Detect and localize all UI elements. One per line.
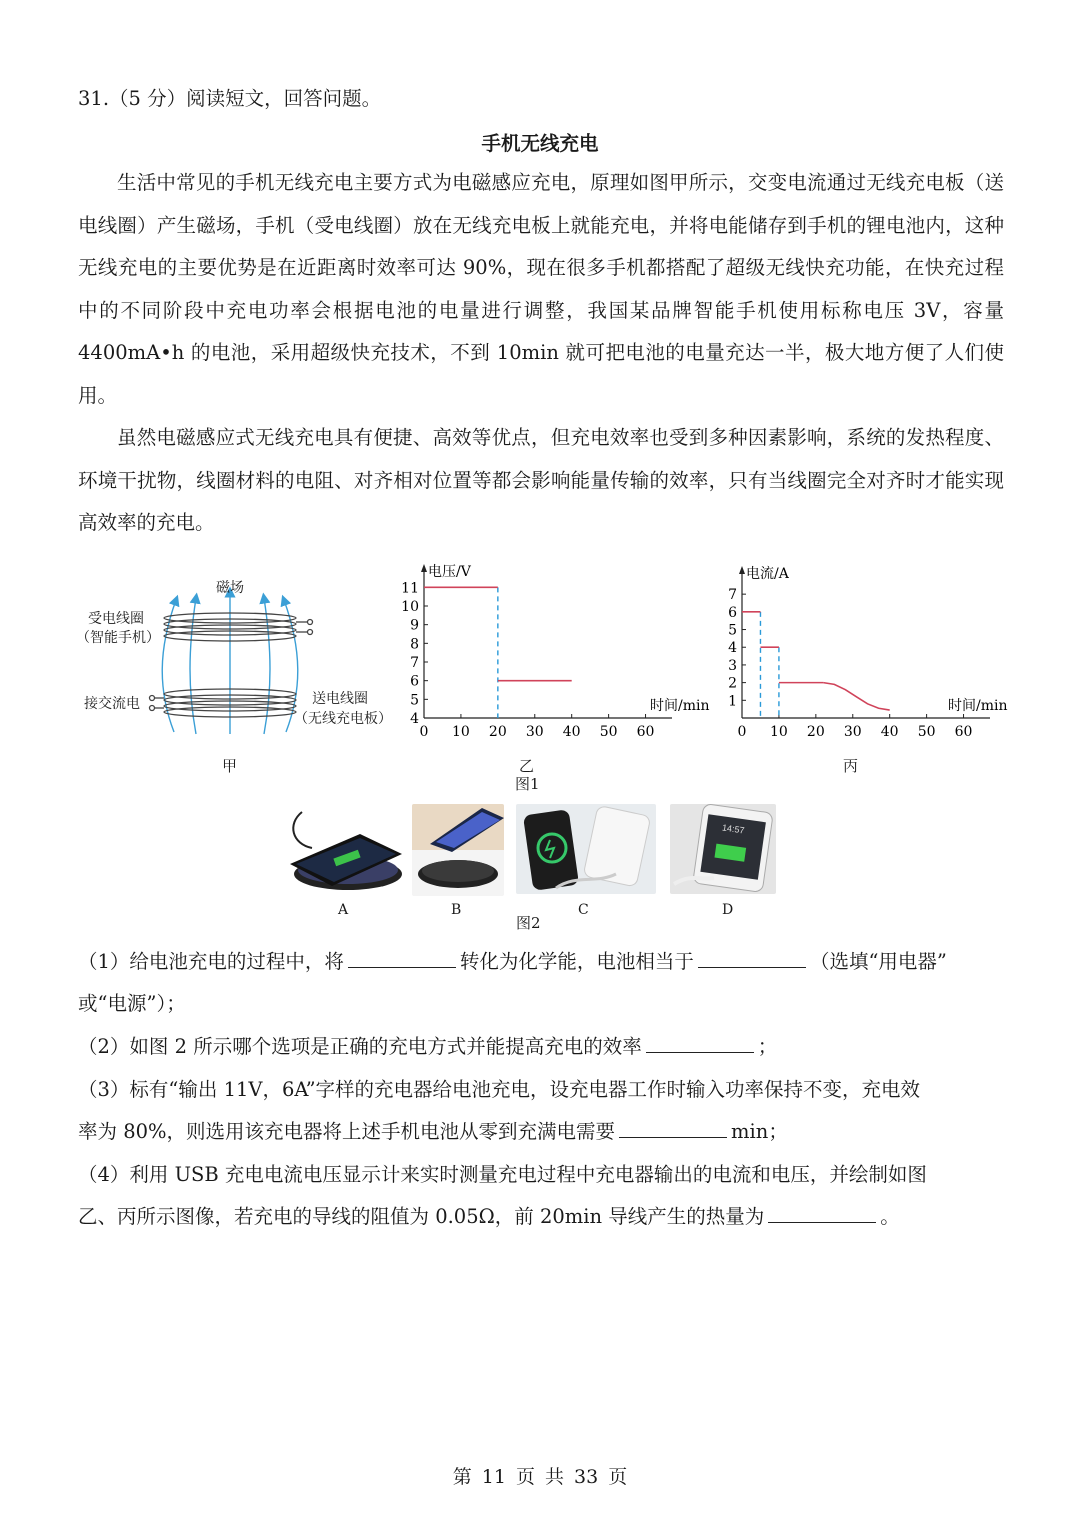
q4-line1: （4）利用 USB 充电电流电压显示计来实时测量充电过程中充电器输出的电流和电压，并绘制如图: [78, 1163, 927, 1186]
send-coil-label: 送电线圈: [312, 691, 368, 707]
x-tick-label: 40: [880, 724, 899, 740]
paragraph-1: 生活中常见的手机无线充电主要方式为电磁感应充电，原理如图甲所示，交变电流通过无线充电板（送电线圈）产生磁场，手机（受电线圈）放在无线充电板上就能充电，并将电能储存到手机的锂电池内，这种无线充电的主要优势是在近距离时效率可达 90%，现在很多手机都搭配了超级无线快充功能，在快充过程中的不同阶段中充电功率会根据电池的电量进行调整，我国某品牌智能手机使用标称电压 3V，容量 4400mA•h 的电池，采用超级快充技术，不到 10min 就可把电池的电量充达一半，极大地方便了人们使用。: [78, 171, 1004, 407]
y-axis-label: 电流/A: [746, 566, 789, 582]
receive-coil-label: 受电线圈: [88, 611, 144, 627]
x-tick-label: 50: [917, 724, 936, 740]
q2-text: （2）如图 2 所示哪个选项是正确的充电方式并能提高充电的效率: [78, 1035, 642, 1058]
field-label: 磁场: [216, 580, 244, 596]
option-b-label: B: [451, 902, 462, 918]
x-tick-label: 60: [636, 724, 655, 740]
send-coil: [150, 689, 297, 717]
y-tick-label: 7: [410, 655, 419, 671]
receive-coil-sublabel: （智能手机）: [76, 630, 160, 646]
q1-line2: 或“电源”）；: [78, 992, 186, 1015]
q1-text-a: （1）给电池充电的过程中，将: [78, 950, 344, 973]
x-tick-label: 60: [954, 724, 973, 740]
q4-blank[interactable]: [768, 1204, 876, 1223]
phone-clock: 14:57: [721, 822, 746, 836]
figure2-caption: 图2: [516, 914, 541, 932]
y-axis-label: 电压/V: [428, 564, 471, 580]
y-axis-arrow: [739, 566, 745, 574]
ac-label: 接交流电: [84, 696, 140, 712]
y-tick-label: 11: [401, 580, 419, 597]
option-c-label: C: [578, 902, 589, 918]
x-axis-label: 时间/min: [650, 698, 710, 714]
q1-blank-1[interactable]: [348, 949, 456, 968]
q4-end: 。: [880, 1205, 900, 1228]
q3-end: min；: [731, 1120, 788, 1143]
photo-a: [282, 804, 404, 896]
option-d-label: D: [722, 902, 734, 918]
y-tick-label: 4: [728, 640, 737, 657]
q1-blank-2[interactable]: [698, 949, 806, 968]
q2-line: [78, 1034, 777, 1060]
y-tick-label: 4: [410, 711, 419, 727]
y-tick-label: 5: [410, 692, 419, 709]
y-tick-label: 6: [410, 673, 419, 690]
x-axis-label: 时间/min: [948, 698, 1008, 714]
label-yi: 乙: [519, 757, 535, 775]
q1-line: [78, 949, 947, 975]
y-tick-label: 6: [728, 604, 737, 621]
photo-c: [516, 804, 656, 894]
label-bing: 丙: [843, 757, 859, 775]
x-tick-label: 10: [770, 724, 788, 740]
chart-yi: [394, 550, 720, 742]
x-tick-label: 20: [806, 724, 825, 740]
chart-bing: [718, 550, 1018, 742]
x-tick-label: 10: [452, 724, 470, 740]
y-tick-label: 10: [401, 599, 419, 615]
question-number-line: 31.（5 分）阅读短文，回答问题。: [78, 87, 382, 110]
x-tick-label: 30: [525, 724, 544, 740]
x-tick-label: 0: [419, 724, 429, 740]
q4-line2: [78, 1204, 900, 1230]
q3-line1: （3）标有“输出 11V，6A”字样的充电器给电池充电，设充电器工作时输入功率保持不变，充电效: [78, 1078, 921, 1101]
page-footer: 第 11 页 共 33 页: [452, 1466, 628, 1488]
x-tick-label: 20: [488, 724, 507, 740]
q3-blank[interactable]: [619, 1119, 727, 1138]
photo-b: [412, 804, 504, 896]
y-tick-label: 2: [728, 675, 737, 692]
y-tick-label: 8: [410, 636, 419, 653]
q1-text-c: （选填“用电器”: [809, 950, 947, 973]
y-axis-arrow: [421, 564, 427, 572]
option-a-label: A: [338, 902, 349, 918]
x-tick-label: 0: [737, 724, 747, 740]
x-tick-label: 40: [562, 724, 581, 740]
q3-line2: [78, 1119, 788, 1145]
y-tick-label: 1: [728, 693, 737, 710]
y-tick-label: 7: [728, 587, 737, 604]
q2-end: ；: [757, 1035, 778, 1058]
y-tick-label: 3: [728, 657, 737, 674]
send-coil-sublabel: （无线充电板）: [294, 711, 392, 727]
data-curve: [823, 683, 889, 710]
q2-blank[interactable]: [646, 1034, 754, 1053]
label-jia: 甲: [222, 757, 238, 775]
q4-text: 乙、丙所示图像，若充电的导线的阻值为 0.05Ω，前 20min 导线产生的热量为: [78, 1205, 765, 1228]
x-tick-label: 50: [599, 724, 618, 740]
paragraph-2: 虽然电磁感应式无线充电具有便捷、高效等优点，但充电效率也受到多种因素影响，系统的发热程度、环境干扰物，线圈材料的电阻、对齐相对位置等都会影响能量传输的效率，只有当线圈完全对齐时才能实现高效率的充电。: [78, 426, 1004, 534]
y-tick-label: 5: [728, 622, 737, 639]
figure1-caption: 图1: [515, 775, 540, 793]
x-tick-label: 30: [843, 724, 862, 740]
q3-text: 率为 80%，则选用该充电器将上述手机电池从零到充满电需要: [78, 1120, 616, 1143]
y-tick-label: 9: [410, 617, 419, 634]
q1-text-b: 转化为化学能，电池相当于: [459, 950, 694, 973]
photo-d: [670, 804, 776, 894]
article-title: 手机无线充电: [481, 132, 599, 155]
